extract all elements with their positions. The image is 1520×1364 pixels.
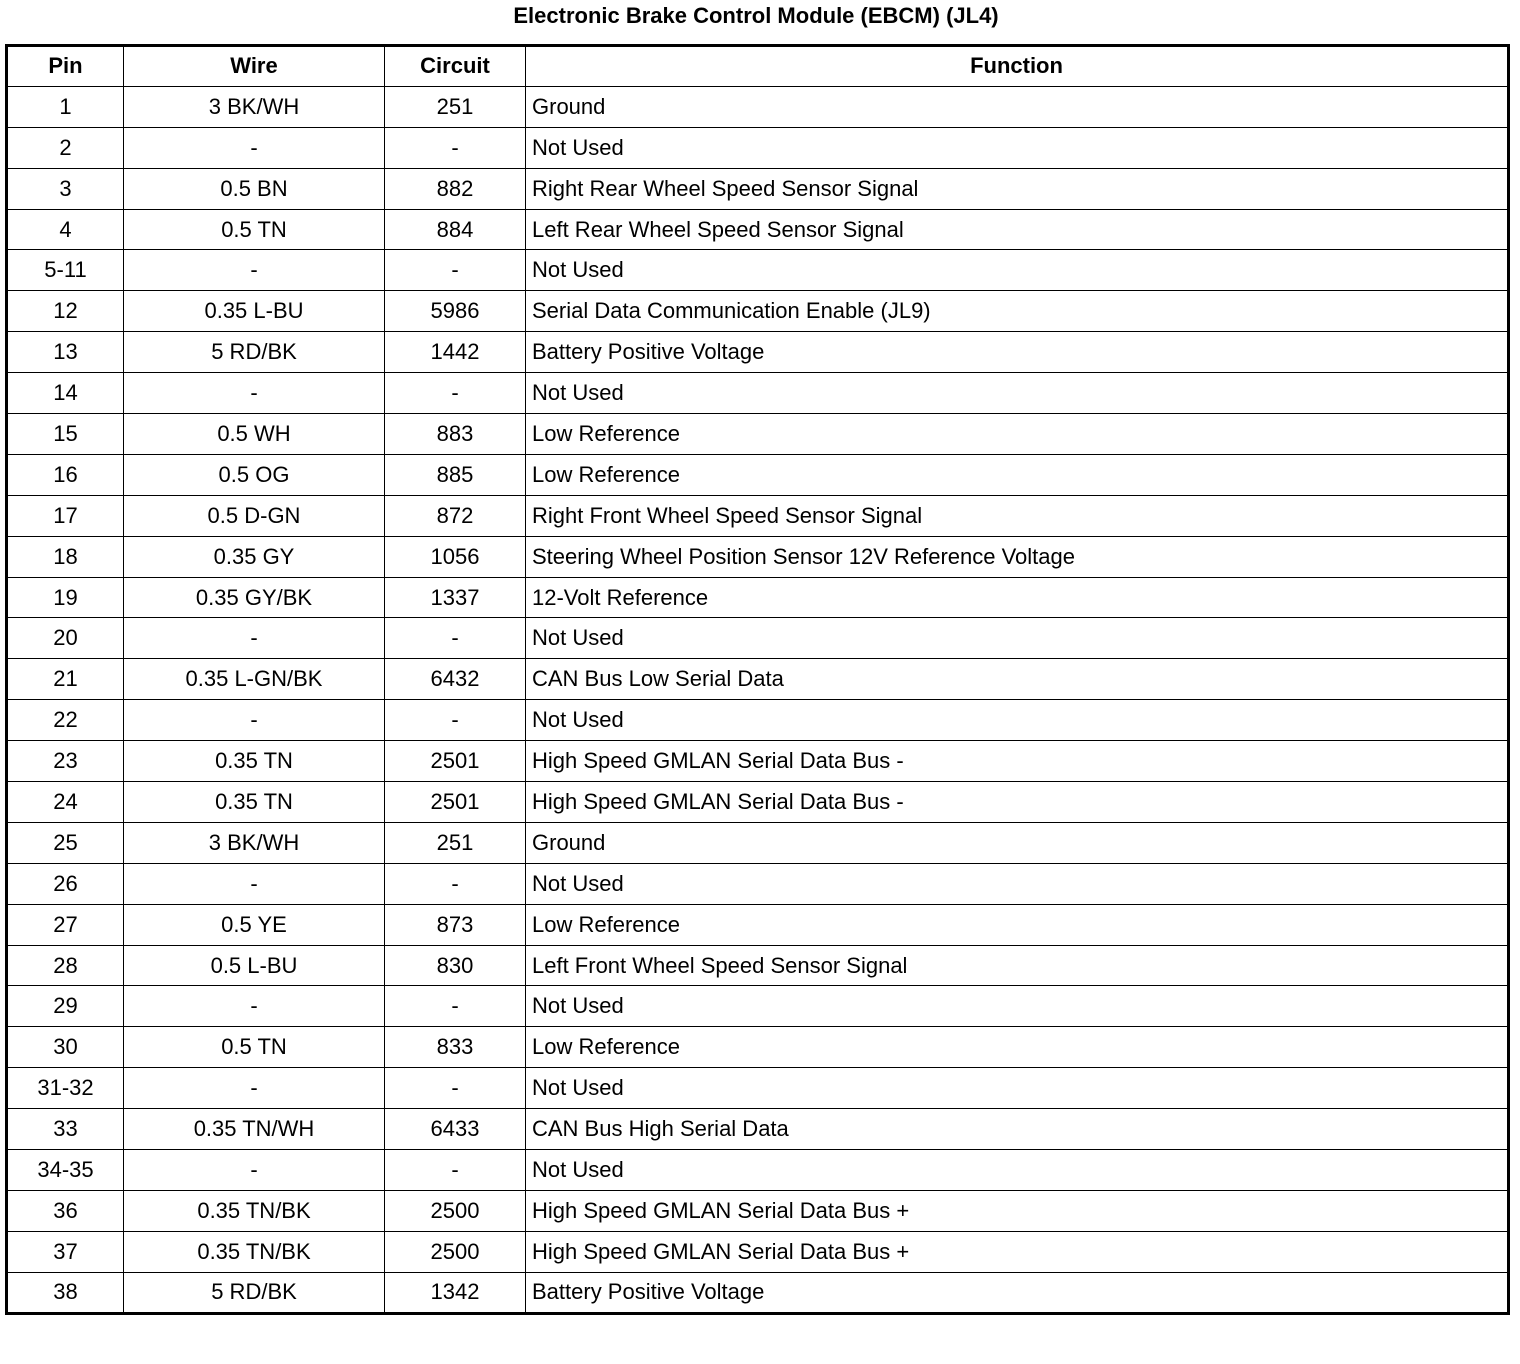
- circuit-cell: -: [385, 127, 526, 168]
- function-cell: Not Used: [526, 700, 1509, 741]
- wire-cell: 0.35 TN/WH: [124, 1109, 385, 1150]
- circuit-cell: 251: [385, 822, 526, 863]
- table-row: [7, 904, 1509, 945]
- pin-cell: 16: [7, 454, 124, 495]
- circuit-cell: 830: [385, 945, 526, 986]
- circuit-cell: -: [385, 618, 526, 659]
- pin-cell: 5-11: [7, 250, 124, 291]
- wire-cell: -: [124, 1150, 385, 1191]
- wire-cell: -: [124, 250, 385, 291]
- function-cell: Low Reference: [526, 1027, 1509, 1068]
- table-row: [7, 414, 1509, 455]
- header-pin: Pin: [7, 46, 124, 87]
- function-cell: Not Used: [526, 127, 1509, 168]
- wire-cell: 0.35 GY: [124, 536, 385, 577]
- function-cell: Battery Positive Voltage: [526, 1272, 1509, 1313]
- table-row: [7, 454, 1509, 495]
- wire-cell: 0.5 TN: [124, 209, 385, 250]
- pin-cell: 26: [7, 863, 124, 904]
- wire-cell: 0.5 D-GN: [124, 495, 385, 536]
- pin-cell: 22: [7, 700, 124, 741]
- header-row: [7, 46, 1509, 87]
- function-cell: CAN Bus Low Serial Data: [526, 659, 1509, 700]
- circuit-cell: 5986: [385, 291, 526, 332]
- function-cell: Serial Data Communication Enable (JL9): [526, 291, 1509, 332]
- pin-cell: 15: [7, 414, 124, 455]
- function-cell: Left Rear Wheel Speed Sensor Signal: [526, 209, 1509, 250]
- table-row: [7, 1027, 1509, 1068]
- function-cell: CAN Bus High Serial Data: [526, 1109, 1509, 1150]
- wire-cell: 0.35 TN: [124, 741, 385, 782]
- pin-cell: 14: [7, 373, 124, 414]
- wire-cell: 0.35 TN/BK: [124, 1190, 385, 1231]
- table-row: [7, 782, 1509, 823]
- table-row: [7, 291, 1509, 332]
- table-row: [7, 1231, 1509, 1272]
- table-row: [7, 1272, 1509, 1313]
- pin-cell: 23: [7, 741, 124, 782]
- pin-cell: 28: [7, 945, 124, 986]
- circuit-cell: -: [385, 373, 526, 414]
- pin-cell: 1: [7, 86, 124, 127]
- pin-cell: 36: [7, 1190, 124, 1231]
- circuit-cell: -: [385, 986, 526, 1027]
- circuit-cell: 2500: [385, 1190, 526, 1231]
- pin-cell: 38: [7, 1272, 124, 1313]
- function-cell: Right Rear Wheel Speed Sensor Signal: [526, 168, 1509, 209]
- circuit-cell: 1056: [385, 536, 526, 577]
- function-cell: Battery Positive Voltage: [526, 332, 1509, 373]
- pin-cell: 30: [7, 1027, 124, 1068]
- wire-cell: 0.35 GY/BK: [124, 577, 385, 618]
- circuit-cell: 882: [385, 168, 526, 209]
- wire-cell: -: [124, 127, 385, 168]
- table-row: [7, 863, 1509, 904]
- pin-cell: 31-32: [7, 1068, 124, 1109]
- function-cell: High Speed GMLAN Serial Data Bus -: [526, 782, 1509, 823]
- table-row: [7, 127, 1509, 168]
- circuit-cell: -: [385, 1150, 526, 1191]
- table-row: [7, 1190, 1509, 1231]
- function-cell: Low Reference: [526, 904, 1509, 945]
- pin-cell: 17: [7, 495, 124, 536]
- table-row: [7, 945, 1509, 986]
- pin-cell: 25: [7, 822, 124, 863]
- wire-cell: 0.5 WH: [124, 414, 385, 455]
- function-cell: Left Front Wheel Speed Sensor Signal: [526, 945, 1509, 986]
- pin-cell: 29: [7, 986, 124, 1027]
- circuit-cell: 833: [385, 1027, 526, 1068]
- table-row: [7, 741, 1509, 782]
- function-cell: Not Used: [526, 863, 1509, 904]
- function-cell: Low Reference: [526, 414, 1509, 455]
- wire-cell: -: [124, 863, 385, 904]
- wire-cell: 5 RD/BK: [124, 332, 385, 373]
- circuit-cell: 251: [385, 86, 526, 127]
- function-cell: Not Used: [526, 250, 1509, 291]
- table-row: [7, 332, 1509, 373]
- wire-cell: 0.5 TN: [124, 1027, 385, 1068]
- wire-cell: 0.5 YE: [124, 904, 385, 945]
- circuit-cell: 6433: [385, 1109, 526, 1150]
- wire-cell: -: [124, 700, 385, 741]
- wire-cell: -: [124, 986, 385, 1027]
- table-row: [7, 1150, 1509, 1191]
- pinout-table: [5, 44, 1510, 1315]
- function-cell: High Speed GMLAN Serial Data Bus +: [526, 1190, 1509, 1231]
- pin-cell: 34-35: [7, 1150, 124, 1191]
- table-row: [7, 700, 1509, 741]
- function-cell: Steering Wheel Position Sensor 12V Reference Voltage: [526, 536, 1509, 577]
- function-cell: High Speed GMLAN Serial Data Bus +: [526, 1231, 1509, 1272]
- circuit-cell: 884: [385, 209, 526, 250]
- circuit-cell: 6432: [385, 659, 526, 700]
- wire-cell: 3 BK/WH: [124, 822, 385, 863]
- table-row: [7, 986, 1509, 1027]
- wire-cell: 0.35 TN: [124, 782, 385, 823]
- pin-cell: 3: [7, 168, 124, 209]
- function-cell: Not Used: [526, 986, 1509, 1027]
- circuit-cell: 2501: [385, 741, 526, 782]
- wire-cell: -: [124, 618, 385, 659]
- pin-cell: 4: [7, 209, 124, 250]
- table-row: [7, 373, 1509, 414]
- table-row: [7, 250, 1509, 291]
- table-row: [7, 659, 1509, 700]
- circuit-cell: 2501: [385, 782, 526, 823]
- wire-cell: 0.35 L-BU: [124, 291, 385, 332]
- wire-cell: 0.35 L-GN/BK: [124, 659, 385, 700]
- wire-cell: 5 RD/BK: [124, 1272, 385, 1313]
- function-cell: Not Used: [526, 618, 1509, 659]
- pin-cell: 21: [7, 659, 124, 700]
- wire-cell: 0.5 BN: [124, 168, 385, 209]
- header-circuit: Circuit: [385, 46, 526, 87]
- pin-cell: 27: [7, 904, 124, 945]
- circuit-cell: 1442: [385, 332, 526, 373]
- wire-cell: 0.5 L-BU: [124, 945, 385, 986]
- function-cell: Ground: [526, 822, 1509, 863]
- circuit-cell: 872: [385, 495, 526, 536]
- circuit-cell: -: [385, 1068, 526, 1109]
- circuit-cell: -: [385, 863, 526, 904]
- table-body: [7, 86, 1509, 1313]
- table-row: [7, 1109, 1509, 1150]
- table-row: [7, 536, 1509, 577]
- wire-cell: 3 BK/WH: [124, 86, 385, 127]
- pin-cell: 2: [7, 127, 124, 168]
- pin-cell: 33: [7, 1109, 124, 1150]
- circuit-cell: 883: [385, 414, 526, 455]
- table-row: [7, 495, 1509, 536]
- pin-cell: 13: [7, 332, 124, 373]
- circuit-cell: 2500: [385, 1231, 526, 1272]
- document-title: Electronic Brake Control Module (EBCM) (JL4): [513, 3, 999, 28]
- function-cell: Not Used: [526, 373, 1509, 414]
- circuit-cell: 1342: [385, 1272, 526, 1313]
- pin-cell: 18: [7, 536, 124, 577]
- table-row: [7, 822, 1509, 863]
- wire-cell: 0.35 TN/BK: [124, 1231, 385, 1272]
- function-cell: Not Used: [526, 1068, 1509, 1109]
- circuit-cell: -: [385, 700, 526, 741]
- circuit-cell: 873: [385, 904, 526, 945]
- function-cell: High Speed GMLAN Serial Data Bus -: [526, 741, 1509, 782]
- table-row: [7, 618, 1509, 659]
- header-wire: Wire: [124, 46, 385, 87]
- wire-cell: 0.5 OG: [124, 454, 385, 495]
- circuit-cell: 885: [385, 454, 526, 495]
- circuit-cell: 1337: [385, 577, 526, 618]
- pin-cell: 24: [7, 782, 124, 823]
- pin-cell: 37: [7, 1231, 124, 1272]
- circuit-cell: -: [385, 250, 526, 291]
- wire-cell: -: [124, 373, 385, 414]
- wire-cell: -: [124, 1068, 385, 1109]
- table-row: [7, 577, 1509, 618]
- function-cell: Low Reference: [526, 454, 1509, 495]
- table-row: [7, 168, 1509, 209]
- table-row: [7, 1068, 1509, 1109]
- function-cell: Right Front Wheel Speed Sensor Signal: [526, 495, 1509, 536]
- table-row: [7, 86, 1509, 127]
- function-cell: Not Used: [526, 1150, 1509, 1191]
- pin-cell: 12: [7, 291, 124, 332]
- function-cell: 12-Volt Reference: [526, 577, 1509, 618]
- pin-cell: 19: [7, 577, 124, 618]
- function-cell: Ground: [526, 86, 1509, 127]
- header-function: Function: [526, 46, 1509, 87]
- pin-cell: 20: [7, 618, 124, 659]
- table-row: [7, 209, 1509, 250]
